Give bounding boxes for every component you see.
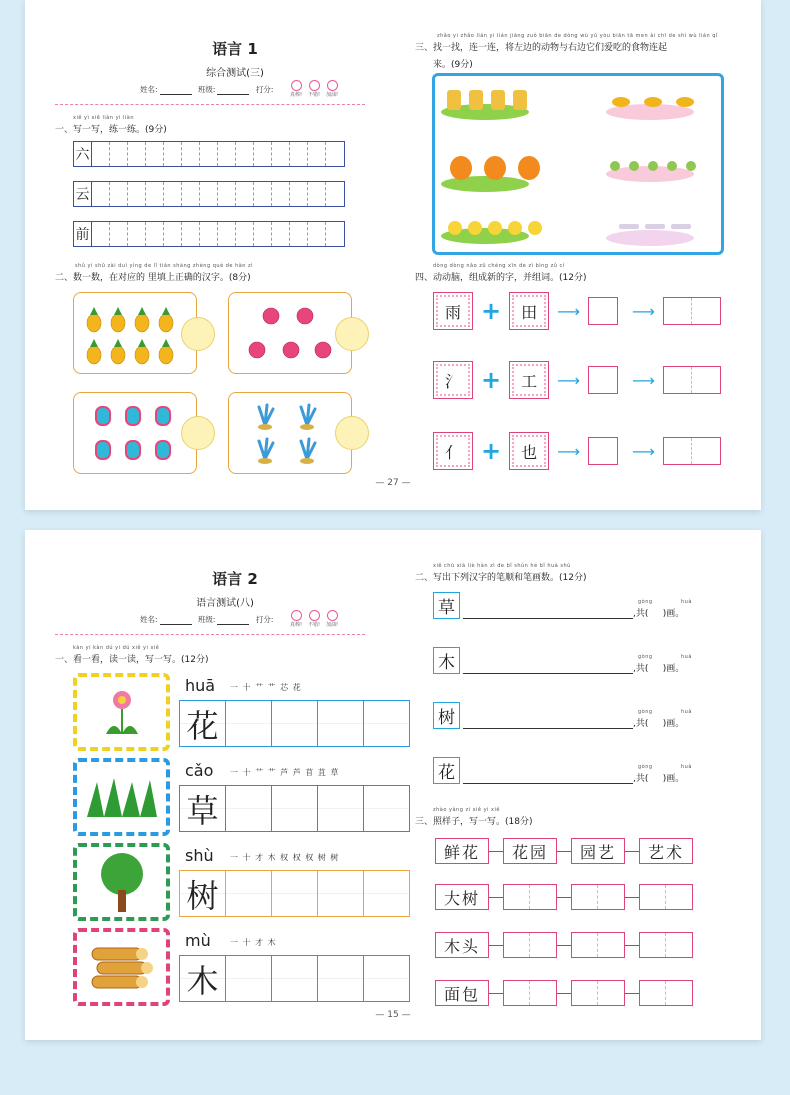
flower-icon: [92, 682, 152, 742]
student-info: 姓名: 班级: 打分:: [140, 615, 274, 624]
answer-box[interactable]: [571, 980, 625, 1006]
worksheet-page-15: 语言 2 语言测试(八) 姓名: 班级: 打分: 真棒! 不错! 加油! kàn yi kàn dú yi dú xiě yi xiě 一、看一看，读一读，写一写。(12分) huā 一 十 艹 艹 芯 花 花 cǎo 一 十 艹 艹 芦 芦 苜 苴 草 草 shù 一 十 才 木 权 权 权 树 树 树 mù 一 十 才 木 木 xiě chū xià liè hàn zì de bǐ shùn hé bǐ huà shù 二、写出下列汉字的笔顺和笔画数。(12分) 草 gòng huà ,共( )画。 木 gòng huà ,共( )画。 树 gòng huà ,共( )画。 花 gòng huà ,共( )画。 zhào yàng zi xiě yi xiě 三、照样子，写一写。(18分) 鲜花 花园 园艺 艺术 大树 木头 面包 — 15 —: [25, 530, 761, 1040]
divider: [55, 634, 365, 635]
answer-box[interactable]: [503, 884, 557, 910]
stroke-order-row: 树 gòng huà ,共( )画。: [433, 702, 684, 729]
matching-panel[interactable]: [432, 73, 724, 255]
example-chain: 鲜花 花园 园艺 艺术: [435, 838, 693, 864]
writing-grid-row[interactable]: 云: [73, 181, 345, 207]
count-box-plant: [228, 392, 352, 474]
arrow-right-icon: ⟶: [632, 370, 655, 390]
example-word: 鲜花: [443, 842, 480, 862]
chain-row: 面包: [435, 980, 693, 1006]
count-box-pineapple: [73, 292, 197, 374]
answer-line[interactable]: [463, 783, 633, 784]
tracing-grid-shu[interactable]: 树: [180, 870, 410, 917]
smile-icon: 真棒!: [290, 80, 302, 98]
word-box[interactable]: [663, 437, 721, 465]
answer-circle[interactable]: [335, 416, 369, 450]
picture-grass: [73, 758, 170, 836]
question-3-cont: 来。(9分): [433, 60, 473, 70]
compose-row: 雨 + 田 ⟶ ⟶: [433, 292, 721, 330]
fish-icon: [612, 97, 694, 107]
word-box[interactable]: [663, 366, 721, 394]
picture-flower: [73, 673, 170, 751]
answer-box[interactable]: [639, 980, 693, 1006]
page-number: — 27 —: [375, 478, 411, 488]
answer-line[interactable]: [463, 728, 633, 729]
compose-row: 亻 + 也 ⟶ ⟶: [433, 432, 721, 470]
bone-icon: [619, 224, 691, 229]
new-char-box[interactable]: [588, 366, 618, 394]
animal-food-illustrations: [435, 76, 721, 252]
question-1: xiě yì xiě liàn yi liàn 一、写一写，练一练。(9分): [55, 115, 167, 135]
answer-circle[interactable]: [335, 317, 369, 351]
smile-icon: 真棒!: [290, 610, 302, 628]
chain-row: 木头: [435, 932, 693, 958]
writing-grid-row[interactable]: 前: [73, 221, 345, 247]
chain-row: 大树: [435, 884, 693, 910]
picture-wood: [73, 928, 170, 1006]
smile-icon: 不错!: [308, 80, 320, 98]
tracing-grid-cao[interactable]: 草: [180, 785, 410, 832]
worksheet-page-27: [25, 0, 761, 510]
tracing-grid-hua[interactable]: 花: [180, 700, 410, 747]
tree-icon: [92, 850, 152, 914]
question-1: kàn yi kàn dú yi dú xiě yi xiě 一、看一看，读一读，写一写。(12分): [55, 645, 209, 665]
wood-logs-icon: [87, 940, 157, 995]
answer-box[interactable]: [639, 932, 693, 958]
answer-circle[interactable]: [181, 317, 215, 351]
answer-box[interactable]: [503, 932, 557, 958]
smile-icon: 不错!: [308, 610, 320, 628]
answer-box[interactable]: [571, 884, 625, 910]
answer-box[interactable]: [639, 884, 693, 910]
student-info: 姓名: 班级: 打分:: [140, 85, 274, 94]
page-subtitle: 综合测试(三): [206, 68, 264, 79]
compose-row: 氵 + 工 ⟶ ⟶: [433, 361, 721, 399]
lantern-icon: [80, 397, 190, 473]
score-smiles: [290, 80, 338, 98]
question-3: zhào yàng zi xiě yi xiě 三、照样子，写一写。(18分): [415, 807, 533, 827]
count-box-ball: [228, 292, 352, 374]
page-subtitle: 语言测试(八): [196, 598, 254, 609]
arrow-right-icon: ⟶: [557, 301, 581, 321]
grass-icon: [82, 772, 162, 822]
question-2: shǔ yi shǔ zài duì yìng de lǐ tián shàng zhèng què de hàn zì 二、数一数，在对应的 里填上正确的汉字。(8分): [55, 263, 254, 283]
plus-icon: +: [481, 366, 502, 394]
answer-line[interactable]: [463, 618, 633, 619]
question-3: zhǎo yi zhǎo lián yi lián jiāng zuǒ biān de dòng wù yǔ yòu biān tā men ài chī de shí wù lián qǐ 三、找一找，连一连，将左边的动物与右边它们爱吃的食物连起: [415, 33, 718, 53]
arrow-right-icon: ⟶: [557, 370, 581, 390]
smile-icon: 加油!: [326, 80, 338, 98]
answer-line[interactable]: [463, 673, 633, 674]
smile-icon: 加油!: [326, 610, 338, 628]
sprout-icon: [235, 397, 345, 473]
plus-icon: +: [481, 437, 502, 465]
question-2: xiě chū xià liè hàn zì de bǐ shùn hé bǐ huà shù 二、写出下列汉字的笔顺和笔画数。(12分): [415, 563, 587, 583]
arrow-right-icon: ⟶: [557, 441, 581, 461]
tiger-icon: [450, 156, 540, 180]
count-box-lantern: [73, 392, 197, 474]
divider: [55, 104, 365, 105]
answer-box[interactable]: [571, 932, 625, 958]
writing-grid-row[interactable]: 六: [73, 141, 345, 167]
pineapple-icon: [80, 297, 190, 373]
stroke-order-row: 木 gòng huà ,共( )画。: [433, 647, 684, 674]
new-char-box[interactable]: [588, 297, 618, 325]
plus-icon: +: [481, 297, 502, 325]
score-smiles: [290, 610, 338, 628]
answer-box[interactable]: [503, 980, 557, 1006]
arrow-right-icon: ⟶: [632, 441, 655, 461]
ball-icon: [235, 297, 345, 373]
picture-tree: [73, 843, 170, 921]
stroke-order-row: 草 gòng huà ,共( )画。: [433, 592, 684, 619]
word-box[interactable]: [663, 297, 721, 325]
page-number: — 15 —: [375, 1010, 411, 1020]
arrow-right-icon: ⟶: [632, 301, 655, 321]
page-title: 语言 2: [212, 570, 258, 588]
page-title: 语言 1: [212, 40, 258, 58]
answer-circle[interactable]: [181, 416, 215, 450]
question-4: dòng dòng nǎo zǔ chéng xīn de zì bìng zǔ cí 四、动动脑，组成新的字，并组词。(12分): [415, 263, 587, 283]
stroke-order-row: 花 gòng huà ,共( )画。: [433, 757, 684, 784]
tracing-grid-mu[interactable]: 木: [180, 955, 410, 1002]
new-char-box[interactable]: [588, 437, 618, 465]
